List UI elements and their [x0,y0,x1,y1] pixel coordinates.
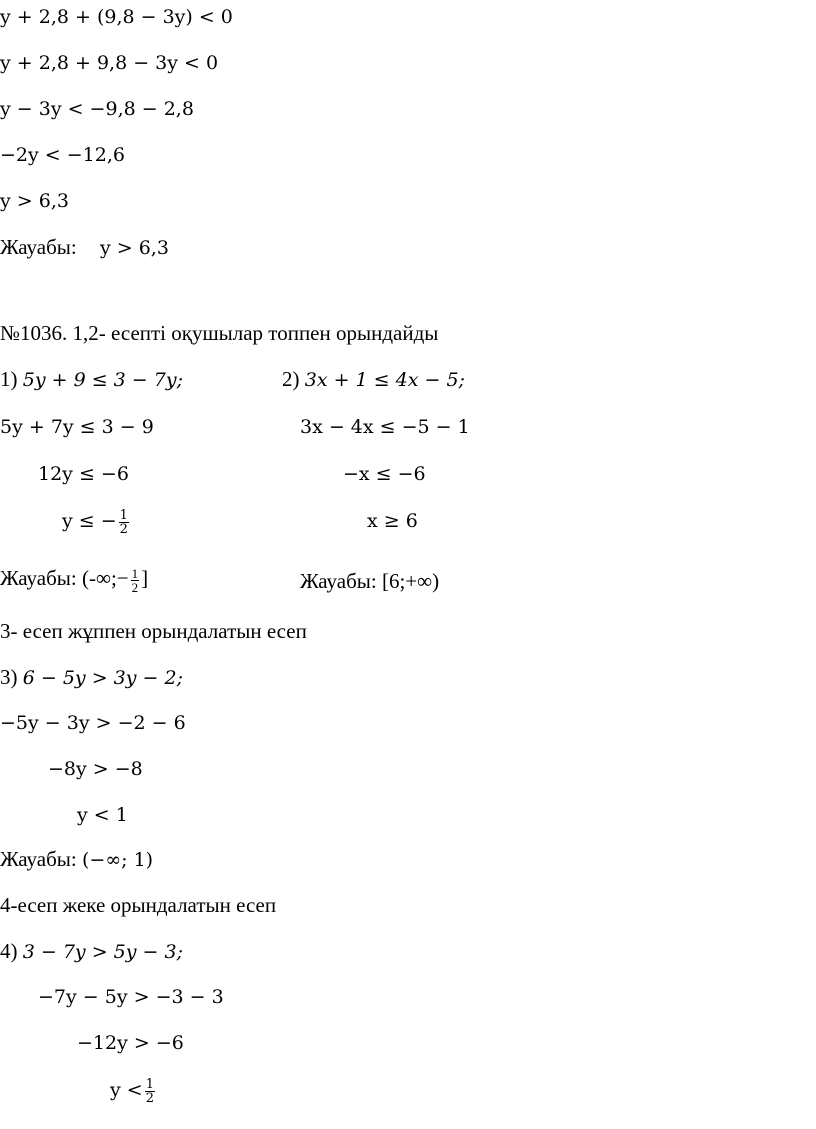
equation-line-2: y + 2,8 + 9,8 − 3y < 0 [0,52,219,74]
inequality: 3 − 7y > 5y − 3; [22,941,183,963]
answer-value: y > 6,3 [99,237,169,259]
inequality: 5y + 9 ≤ 3 − 7y; [22,369,183,391]
task-4-step-2: −12y > −6 [77,1032,184,1054]
right-step-3: x ≥ 6 [367,510,418,532]
equation-line-4: −2y < −12,6 [0,144,125,166]
task-3-step-1: −5y − 3y > −2 − 6 [0,712,186,734]
fraction-denominator: 2 [131,579,139,595]
right-answer [300,568,439,594]
inequality: 6 − 5y > 3y − 2; [22,667,183,689]
fraction-denominator: 2 [145,1090,154,1106]
left-step-2: 12y ≤ −6 [38,463,129,485]
answer-label: Жауабы: [0,235,77,259]
answer-label: Жауабы: [0,566,77,590]
answer-line-1 [0,234,169,261]
fraction-numerator: 1 [119,507,128,523]
task-3-answer [0,846,153,873]
task-1036-right-expression [282,366,465,393]
task-1036-heading: №1036. 1,2- есепті оқушылар топпен орындайды [0,321,439,345]
equation-line-1: y + 2,8 + (9,8 − 3y) < 0 [0,6,233,28]
equation-line-5: y > 6,3 [0,190,69,212]
fraction [145,1078,155,1105]
answer-value: [6;+∞) [381,569,440,593]
task-4-step-3 [110,1077,157,1105]
equation-line-3: y − 3y < −9,8 − 2,8 [0,98,194,120]
answer-value: (−∞; 1) [81,849,154,871]
left-answer [0,565,148,594]
fraction-numerator: 1 [145,1076,154,1092]
left-step-3-text: y ≤ − [62,510,117,532]
task-3-step-3: y < 1 [77,804,128,826]
answer-interval-start: (-∞;− [81,566,129,590]
item-number: 3) [0,665,23,689]
left-step-1: 5y + 7y ≤ 3 − 9 [0,416,154,438]
answer-interval-end: ] [141,566,149,590]
task-1036-left-expression [0,366,183,393]
task-3-heading: 3- есеп жұппен орындалатын есеп [0,619,307,643]
inequality: 3x + 1 ≤ 4x − 5; [304,369,465,391]
right-step-1: 3x − 4x ≤ −5 − 1 [300,416,470,438]
fraction-numerator: 1 [131,565,139,581]
answer-label: Жауабы: [0,847,77,871]
task-4-step-1: −7y − 5y > −3 − 3 [38,986,224,1008]
right-step-2: −x ≤ −6 [343,463,426,485]
task-4-heading: 4-есеп жеке орындалатын есеп [0,893,277,917]
fraction [131,567,140,594]
task-3-expression [0,664,183,691]
task-4-expression [0,938,183,965]
item-number: 4) [0,939,23,963]
fraction-denominator: 2 [119,521,128,537]
item-number: 1) [0,367,23,391]
item-number: 2) [282,367,305,391]
answer-label: Жауабы: [300,569,377,593]
task-4-step-3-text: y < [110,1079,143,1101]
left-step-3 [62,508,131,536]
fraction [119,509,129,536]
task-3-step-2: −8y > −8 [48,758,143,780]
